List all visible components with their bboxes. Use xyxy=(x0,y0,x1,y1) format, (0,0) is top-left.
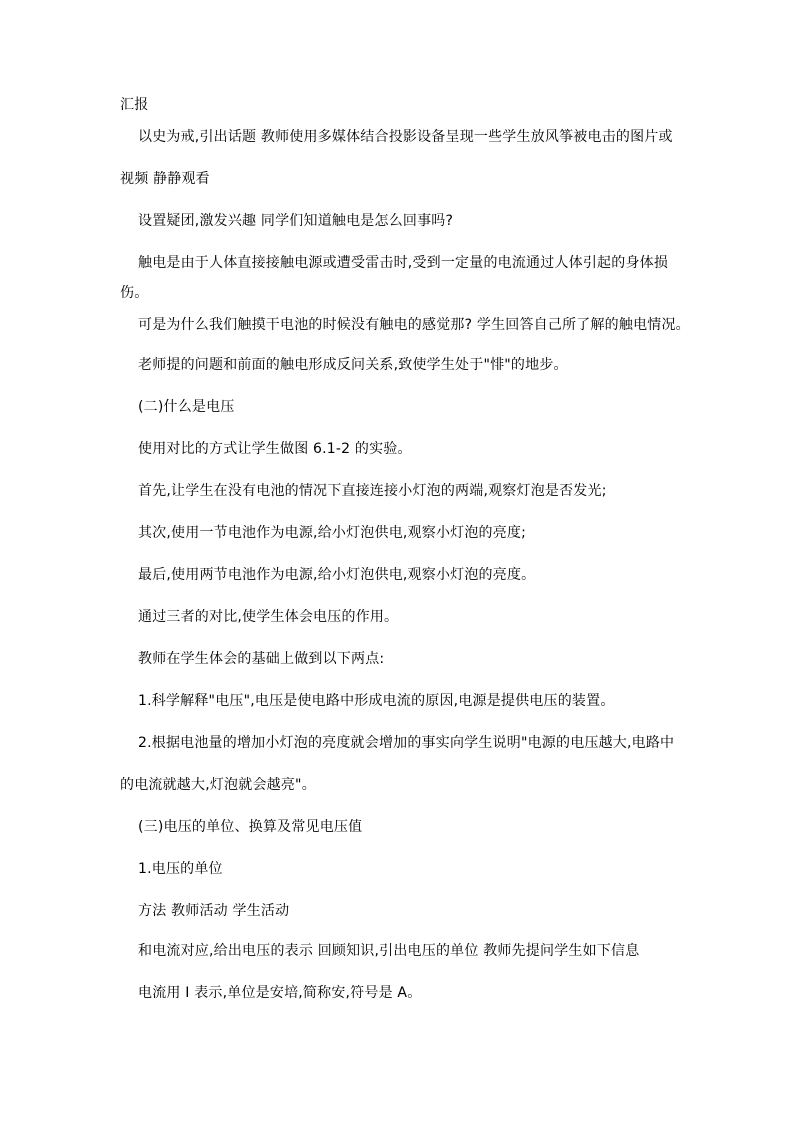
text-line-4: 设置疑团,激发兴趣 同学们知道触电是怎么回事吗? xyxy=(138,213,454,229)
text-line-14: 通过三者的对比,使学生体会电压的作用。 xyxy=(138,609,399,625)
section-heading-2: (二)什么是电压 xyxy=(138,399,235,415)
text-line-2: 以史为戒,引出话题 教师使用多媒体结合投影设备呈现一些学生放风筝被电击的图片或 xyxy=(138,129,673,145)
text-line-13: 最后,使用两节电池作为电源,给小灯泡供电,观察小灯泡的亮度。 xyxy=(138,567,536,583)
text-line-20: 1.电压的单位 xyxy=(138,861,223,877)
text-line-11: 首先,让学生在没有电池的情况下直接连接小灯泡的两端,观察灯泡是否发光; xyxy=(138,483,607,499)
text-line-10: 使用对比的方式让学生做图 6.1-2 的实验。 xyxy=(138,441,412,457)
text-line-18: 的电流就越大,灯泡就会越亮"。 xyxy=(120,777,316,793)
text-line-17: 2.根据电池量的增加小灯泡的亮度就会增加的事实向学生说明"电源的电压越大,电路中 xyxy=(138,735,675,751)
section-heading-3: (三)电压的单位、换算及常见电压值 xyxy=(138,819,363,835)
text-line-6: 伤。 xyxy=(120,285,149,301)
text-line-16: 1.科学解释"电压",电压是使电路中形成电流的原因,电源是提供电压的装置。 xyxy=(138,693,615,709)
text-line-21: 方法 教师活动 学生活动 xyxy=(138,903,290,919)
text-line-3: 视频 静静观看 xyxy=(120,171,210,187)
text-line-7: 可是为什么我们触摸干电池的时候没有触电的感觉那? 学生回答自己所了解的触电情况。 xyxy=(138,317,690,333)
text-line-15: 教师在学生体会的基础上做到以下两点: xyxy=(138,651,385,667)
text-line-22: 和电流对应,给出电压的表示 回顾知识,引出电压的单位 教师先提问学生如下信息 xyxy=(138,943,640,959)
text-line-1: 汇报 xyxy=(120,97,149,113)
text-line-5: 触电是由于人体直接接触电源或遭受雷击时,受到一定量的电流通过人体引起的身体损 xyxy=(138,255,669,271)
text-line-23: 电流用 I 表示,单位是安培,简称安,符号是 A。 xyxy=(138,985,422,1001)
text-line-12: 其次,使用一节电池作为电源,给小灯泡供电,观察小灯泡的亮度; xyxy=(138,525,527,541)
text-line-8: 老师提的问题和前面的触电形成反问关系,致使学生处于"悱"的地步。 xyxy=(138,357,568,373)
